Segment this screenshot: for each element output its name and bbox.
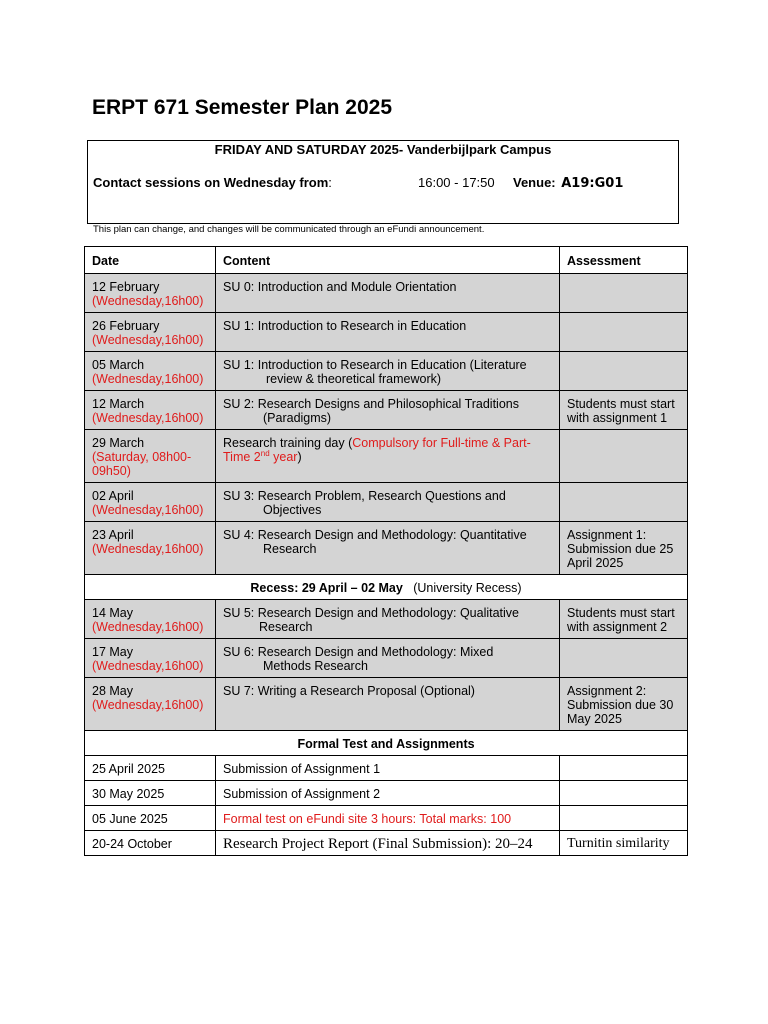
content-text: Research training day ( <box>223 436 353 450</box>
venue-label: Venue: <box>513 175 556 190</box>
content-cell <box>216 639 560 678</box>
date-note: (Wednesday,16h00) <box>92 411 204 425</box>
content-continuation: Objectives <box>263 503 322 517</box>
content-cell: Research Project Report (Final Submission): 20–24 <box>216 831 560 856</box>
content-red-text: Compulsory for Full-time & Part-Time 2 <box>223 436 531 464</box>
header-assessment: Assessment <box>560 247 688 274</box>
content-cell <box>216 600 560 639</box>
contact-label-text: Contact sessions on Wednesday from <box>93 175 329 190</box>
table-row <box>85 522 688 575</box>
date-text: 14 May <box>92 606 133 620</box>
content-cell: Submission of Assignment 1 <box>216 756 560 781</box>
table-row <box>85 781 688 806</box>
content-continuation: Methods Research <box>263 659 368 673</box>
content-text: SU 6: Research Design and Methodology: Mixed <box>223 645 494 659</box>
content-cell <box>216 352 560 391</box>
date-cell <box>85 600 216 639</box>
content-text: SU 1: Introduction to Research in Education (Literature <box>223 358 527 372</box>
content-cell <box>216 522 560 575</box>
assessment-cell <box>560 756 688 781</box>
assessment-cell <box>560 352 688 391</box>
date-cell <box>85 274 216 313</box>
date-cell <box>85 313 216 352</box>
content-cell <box>216 483 560 522</box>
date-text: 28 May <box>92 684 133 698</box>
content-red-text-end: year <box>269 450 298 464</box>
ordinal-suffix: nd <box>260 448 270 458</box>
table-row <box>85 313 688 352</box>
recess-note: (University Recess) <box>413 581 522 595</box>
assessment-cell: Students must start with assignment 2 <box>560 600 688 639</box>
header-content: Content <box>216 247 560 274</box>
recess-row <box>85 575 688 600</box>
formal-heading: Formal Test and Assignments <box>85 731 688 756</box>
change-notice: This plan can change, and changes will be communicated through an eFundi announcement. <box>93 224 485 235</box>
table-row <box>85 678 688 731</box>
date-note: (Wednesday,16h00) <box>92 294 204 308</box>
date-text: 02 April <box>92 489 134 503</box>
assessment-cell: Assignment 2: Submission due 30 May 2025 <box>560 678 688 731</box>
date-note: (Wednesday,16h00) <box>92 372 204 386</box>
date-cell: 25 April 2025 <box>85 756 216 781</box>
date-note: (Wednesday,16h00) <box>92 333 204 347</box>
date-cell: 30 May 2025 <box>85 781 216 806</box>
table-row <box>85 639 688 678</box>
table-row <box>85 430 688 483</box>
content-text: SU 5: Research Design and Methodology: Qualitative <box>223 606 519 620</box>
date-note: (Wednesday,16h00) <box>92 698 204 712</box>
session-info-box <box>87 140 679 224</box>
date-text: 05 March <box>92 358 145 372</box>
assessment-cell <box>560 313 688 352</box>
assessment-cell <box>560 483 688 522</box>
content-close-paren: ) <box>297 450 302 464</box>
table-row <box>85 274 688 313</box>
table-row <box>85 352 688 391</box>
recess-dates: Recess: 29 April – 02 May <box>250 581 403 595</box>
recess-cell <box>85 575 688 600</box>
contact-time: 16:00 - 17:50 <box>418 175 495 190</box>
semester-plan-table <box>84 246 688 856</box>
venue <box>513 175 623 191</box>
content-continuation: Research <box>259 620 313 634</box>
date-note: (Saturday, 08h00-09h50) <box>92 450 192 478</box>
date-cell <box>85 430 216 483</box>
content-continuation: Research <box>263 542 317 556</box>
table-header-row <box>85 247 688 274</box>
table-row <box>85 483 688 522</box>
date-cell <box>85 352 216 391</box>
date-note: (Wednesday,16h00) <box>92 542 204 556</box>
venue-value: A19:G01 <box>561 176 624 191</box>
content-text: SU 2: Research Designs and Philosophical Traditions <box>223 397 519 411</box>
content-cell: Submission of Assignment 2 <box>216 781 560 806</box>
date-cell <box>85 522 216 575</box>
date-text: 12 February <box>92 280 160 294</box>
assessment-cell: Assignment 1: Submission due 25 April 2025 <box>560 522 688 575</box>
date-text: 23 April <box>92 528 134 542</box>
content-continuation: (Paradigms) <box>263 411 332 425</box>
content-cell <box>216 430 560 483</box>
table-row <box>85 756 688 781</box>
content-continuation: review & theoretical framework) <box>266 372 442 386</box>
date-text: 29 March <box>92 436 145 450</box>
date-text: 12 March <box>92 397 145 411</box>
contact-sessions-label <box>93 175 332 190</box>
date-cell <box>85 391 216 430</box>
assessment-cell <box>560 274 688 313</box>
header-date: Date <box>85 247 216 274</box>
date-cell: 05 June 2025 <box>85 806 216 831</box>
content-text: SU 4: Research Design and Methodology: Quantitative <box>223 528 527 542</box>
date-cell <box>85 678 216 731</box>
assessment-cell <box>560 639 688 678</box>
contact-label-colon: : <box>328 175 332 190</box>
table-row <box>85 391 688 430</box>
content-cell: SU 0: Introduction and Module Orientation <box>216 274 560 313</box>
formal-heading-row <box>85 731 688 756</box>
table-row <box>85 600 688 639</box>
assessment-cell <box>560 781 688 806</box>
assessment-cell <box>560 806 688 831</box>
assessment-cell <box>560 430 688 483</box>
date-note: (Wednesday,16h00) <box>92 503 204 517</box>
assessment-cell: Turnitin similarity <box>560 831 688 856</box>
date-cell <box>85 483 216 522</box>
page-title: ERPT 671 Semester Plan 2025 <box>92 96 393 119</box>
date-cell: 20-24 October <box>85 831 216 856</box>
date-note: (Wednesday,16h00) <box>92 659 204 673</box>
content-text: SU 3: Research Problem, Research Questions and <box>223 489 506 503</box>
table-row <box>85 831 688 856</box>
content-cell <box>216 391 560 430</box>
table-row <box>85 806 688 831</box>
date-note: (Wednesday,16h00) <box>92 620 204 634</box>
content-cell: SU 1: Introduction to Research in Education <box>216 313 560 352</box>
content-cell: Formal test on eFundi site 3 hours: Total marks: 100 <box>216 806 560 831</box>
campus-heading: FRIDAY AND SATURDAY 2025- Vanderbijlpark Campus <box>214 142 552 157</box>
date-text: 17 May <box>92 645 133 659</box>
date-cell <box>85 639 216 678</box>
assessment-cell: Students must start with assignment 1 <box>560 391 688 430</box>
content-cell: SU 7: Writing a Research Proposal (Optional) <box>216 678 560 731</box>
date-text: 26 February <box>92 319 160 333</box>
